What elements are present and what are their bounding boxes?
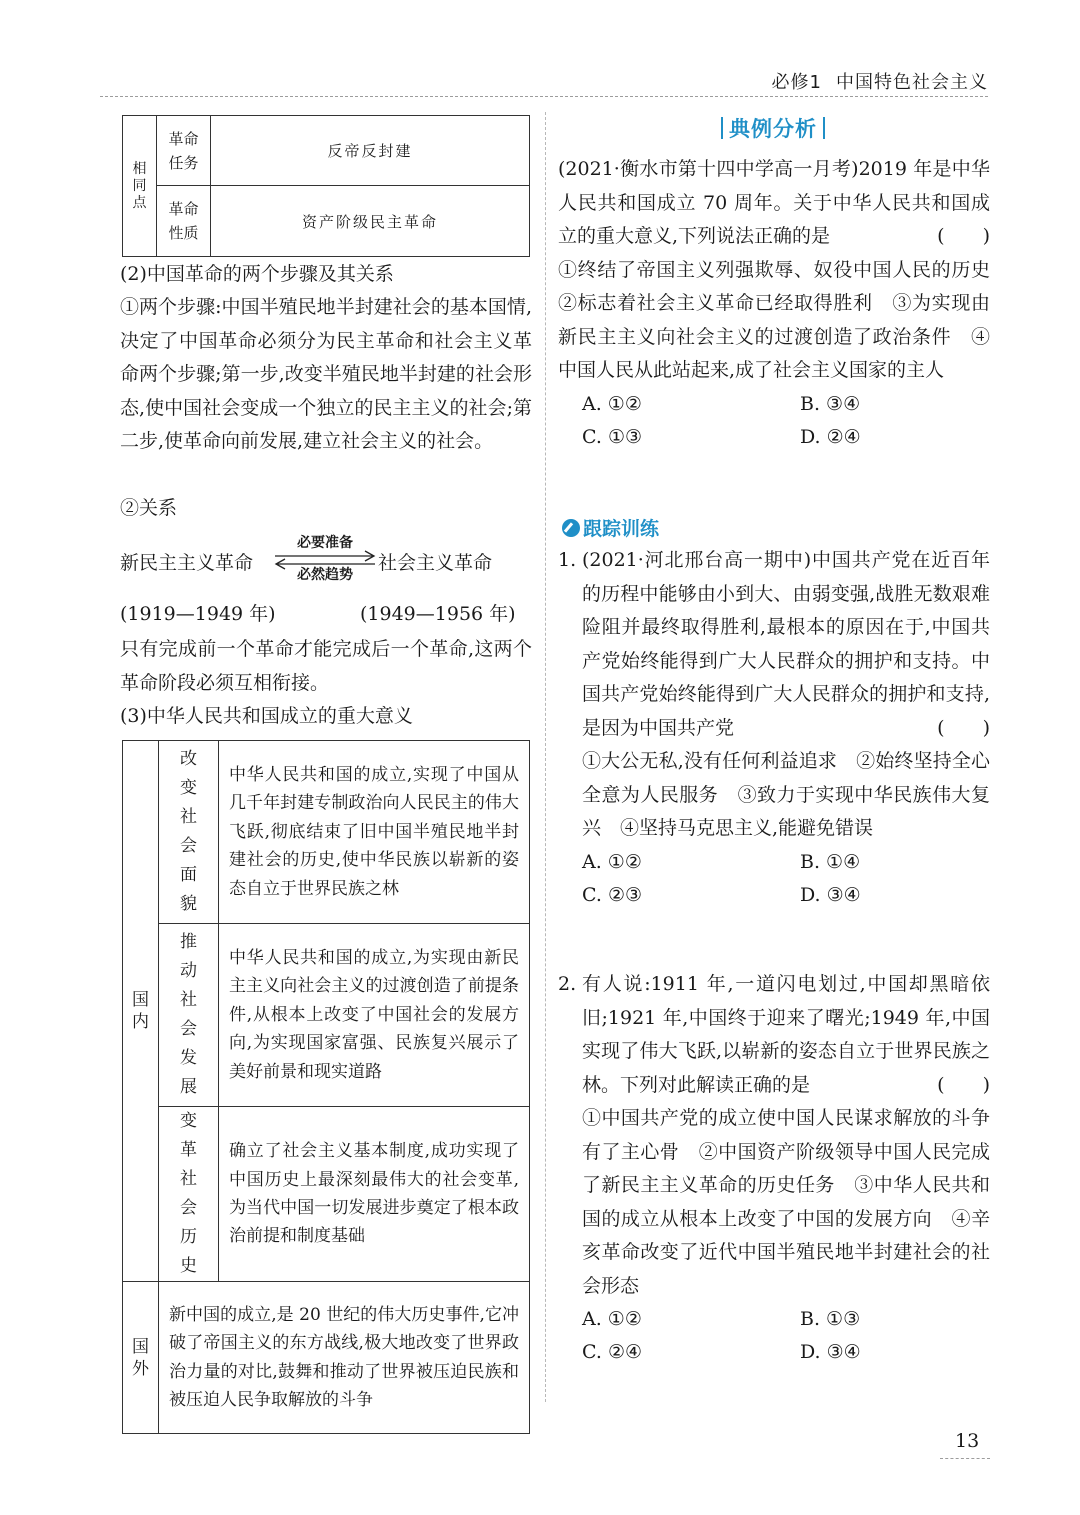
row-text: 确立了社会主义基本制度,成功实现了中国历史上最深刻最伟大的社会变革,为当代中国一切发展进步奠定了根本政治前提和制度基础: [219, 1107, 530, 1282]
option-c: C. ②④: [582, 1341, 643, 1363]
track-training-title: [562, 514, 659, 541]
domestic-label: [123, 741, 159, 1282]
years-left: (1919—1949 年): [120, 603, 276, 625]
q1-items: ①大公无私,没有任何利益追求 ②始终坚持全心全意为人民服务 ③致力于实现中华民族伟大复兴 ④坚持马克思主义,能避免错误: [582, 750, 990, 839]
row-label: [159, 924, 219, 1107]
row-label-text: 改变社会面貌: [180, 749, 197, 914]
row-label-text: 变革社会历史: [180, 1111, 197, 1276]
option-a: A. ①②: [582, 392, 642, 415]
example-stem-text: (2021·衡水市第十四中学高一月考)2019 年是中华人民共和国成立 70 周年。关于中华人民共和国成立的重大意义,下列说法正确的是: [558, 158, 990, 247]
answer-blank: ( ): [937, 1073, 990, 1096]
subheading-significance: (3)中华人民共和国成立的重大意义: [120, 705, 413, 727]
option-d: D. ②④: [800, 425, 861, 448]
q1-options: [558, 846, 990, 912]
title-bar-right: [823, 117, 825, 139]
two-steps-paragraph: ①两个步骤:中国半殖民地半封建社会的基本国情,决定了中国革命必须分为民主革命和社会主义革命两个步骤;第一步,改变半殖民地半封建的社会形态,使中国社会变成一个独立的民主主义的社会;第二步,使革命向前发展,建立社会主义的社会。: [120, 296, 532, 452]
row-label: [159, 1107, 219, 1282]
question-number: 2.: [558, 973, 577, 995]
domestic-label-text: 国内: [132, 990, 149, 1032]
q2-items: ①中国共产党的成立使中国人民谋求解放的斗争有了主心骨 ②中国资产阶级领导中国人民完成了新民主主义革命的历史任务 ③中华人民共和国的成立从根本上改变了中国的发展方向 ④辛亥革命改变了近代中国半殖民地半封建社会的社会形态: [582, 1107, 990, 1297]
page-number: 13: [955, 1430, 980, 1452]
q1-stem: [558, 544, 990, 745]
relation-label: ②关系: [120, 497, 178, 519]
row-value: 反帝反封建: [211, 116, 530, 186]
row-label-text: 革命性质: [168, 200, 199, 242]
significance-table: [122, 740, 530, 1434]
comparison-table: [122, 115, 530, 257]
foreign-label-text: 国外: [132, 1336, 149, 1379]
row-label: [157, 116, 211, 186]
section-title: [715, 113, 831, 143]
header-divider: [100, 96, 988, 97]
row-text: 中华人民共和国的成立,实现了中国从几千年封建专制政治向人民民主的伟大飞跃,彻底结束了旧中国半殖民地半封建社会的历史,使中华民族以崭新的姿态自立于世界民族之林: [219, 741, 530, 924]
diagram-right-node: 社会主义革命: [378, 552, 493, 574]
subheading-two-steps: (2)中国革命的两个步骤及其关系: [120, 263, 394, 285]
column-divider: [545, 112, 546, 1402]
example-options: [558, 388, 990, 454]
answer-blank: ( ): [937, 225, 990, 247]
foreign-text: 新中国的成立,是 20 世纪的伟大历史事件,它冲破了帝国主义的东方战线,极大地改变了世界政治力量的对比,鼓舞和推动了世界被压迫民族和被压迫人民争取解放的斗争: [159, 1282, 530, 1434]
q2-stem-text: 有人说:1911 年,一道闪电划过,中国却黑暗依旧;1921 年,中国终于迎来了曙光;1949 年,中国实现了伟大飞跃,以崭新的姿态自立于世界民族之林。下列对此解读正确的是: [582, 973, 990, 1096]
row-label-text: 推动社会发展: [180, 932, 197, 1097]
title-bar-left: [721, 117, 723, 139]
row-label: [157, 186, 211, 257]
example-stem: [558, 153, 990, 254]
track-title-text: 跟踪训练: [583, 518, 660, 540]
diagram-left-node: 新民主主义革命: [120, 552, 254, 574]
question-1: [558, 544, 990, 912]
arrow-top-label: 必要准备: [297, 535, 353, 551]
section-title-text: 典例分析: [729, 117, 817, 141]
relation-paragraph: 只有完成前一个革命才能完成后一个革命,这两个革命阶段必须互相衔接。: [120, 638, 532, 694]
example-question: [558, 153, 1010, 454]
arrow-bottom-label: 必然趋势: [297, 567, 353, 583]
page-number-rule: [940, 1458, 990, 1459]
option-a: A. ①②: [582, 850, 642, 873]
header-title: 中国特色社会主义: [836, 72, 988, 93]
header-course: 必修1: [771, 72, 822, 93]
group-label-text: 相同点: [132, 160, 147, 211]
row-value: 资产阶级民主革命: [211, 186, 530, 257]
years-right: (1949—1956 年): [360, 603, 516, 625]
page-header: [772, 68, 988, 94]
option-b: B. ③④: [800, 392, 861, 415]
q1-stem-text: (2021·河北邢台高一期中)中国共产党在近百年的历程中能够由小到大、由弱变强,战胜无数艰难险阻并最终取得胜利,最根本的原因在于,中国共产党始终能得到广大人民群众的拥护和支持。中国共产党始终能得到广大人民群众的拥护和支持,是因为中国共产党: [582, 549, 990, 739]
option-b: B. ①③: [800, 1308, 861, 1330]
group-label: [123, 116, 157, 257]
question-number: 1.: [558, 549, 577, 571]
row-text: 中华人民共和国的成立,为实现由新民主主义向社会主义的过渡创造了前提条件,从根本上改变了中国社会的发展方向,为实现国家富强、民族复兴展示了美好前景和现实道路: [219, 924, 530, 1107]
row-label-text: 革命任务: [168, 129, 199, 172]
option-d: D. ③④: [800, 883, 861, 906]
example-items: ①终结了帝国主义列强欺辱、奴役中国人民的历史 ②标志着社会主义革命已经取得胜利 ③为实现由新民主主义向社会主义的过渡创造了政治条件 ④中国人民从此站起来,成了社会主义国家的主人: [558, 258, 1010, 381]
option-b: B. ①④: [800, 850, 861, 873]
option-c: C. ②③: [582, 883, 643, 906]
revolution-diagram: [120, 530, 532, 594]
q2-options: [558, 1303, 990, 1369]
answer-blank: ( ): [937, 716, 990, 739]
pen-icon: [562, 519, 580, 537]
question-2: [558, 968, 990, 1369]
q2-stem: [558, 968, 990, 1102]
row-label: [159, 741, 219, 924]
option-d: D. ③④: [800, 1341, 861, 1363]
option-c: C. ①③: [582, 425, 643, 448]
foreign-label: [123, 1282, 159, 1434]
option-a: A. ①②: [582, 1308, 642, 1330]
